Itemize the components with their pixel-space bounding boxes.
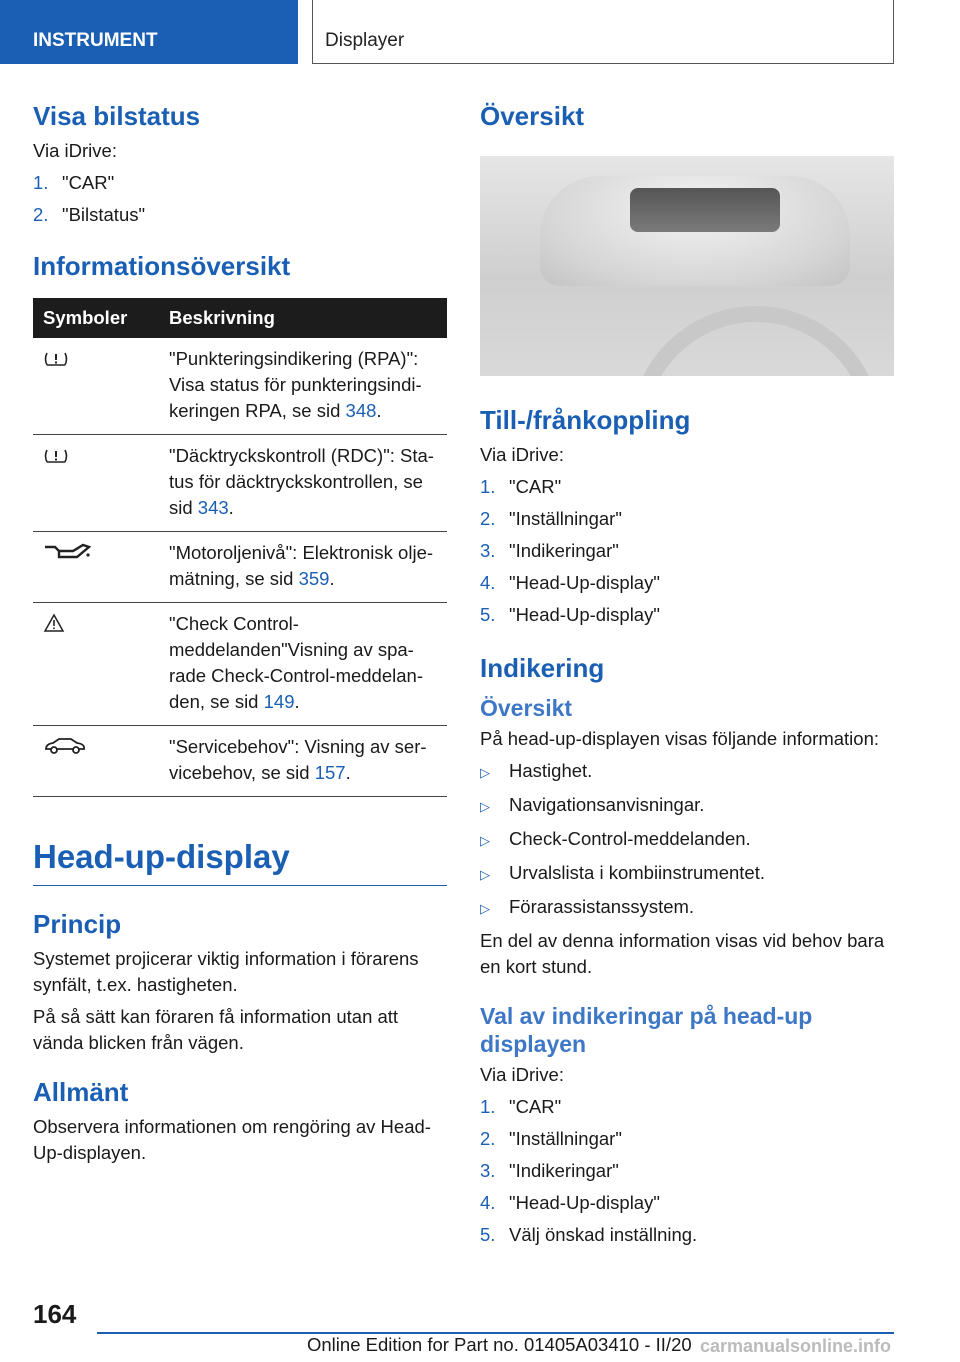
- page-number: 164: [33, 1299, 77, 1329]
- chapter-title: Displayer: [312, 0, 894, 64]
- till-heading: Till-/frånkoppling: [480, 405, 691, 435]
- page-link[interactable]: 343: [197, 497, 229, 518]
- list-item: ▷ Navigationsanvisningar.: [480, 792, 894, 820]
- bullet-triangle-icon: ▷: [480, 833, 490, 848]
- page-link[interactable]: 157: [314, 762, 346, 783]
- table-row: "Check Control- meddelanden"Visning av spa- rade Check-Control-meddelan- den, se sid 149.: [33, 603, 447, 726]
- princip-text-2: På så sätt kan föraren få information utan att vända blicken från vägen.: [33, 1006, 399, 1053]
- col-symbols-header: Symboler: [33, 298, 169, 338]
- list-item: 1. "CAR": [33, 172, 115, 193]
- indikering-bullets: [480, 758, 894, 922]
- list-item: 1. "CAR": [480, 1096, 562, 1117]
- watermark-text: carmanualsonline.info: [700, 1336, 892, 1356]
- list-item: 4. "Head-Up-display": [480, 1192, 660, 1213]
- warning-triangle-icon: [43, 616, 65, 637]
- right-column: [480, 100, 894, 1248]
- list-item: 3. "Indikeringar": [480, 540, 619, 561]
- edition-text: Online Edition for Part no. 01405A03410 - II/20: [307, 1334, 692, 1355]
- val-heading: Val av indikeringar på head-up displayen: [480, 1003, 813, 1057]
- bullet-triangle-icon: ▷: [480, 765, 490, 780]
- list-item: ▷ Hastighet.: [480, 758, 894, 786]
- list-item: 5. Välj önskad inställning.: [480, 1224, 698, 1245]
- list-item: 4. "Head-Up-display": [480, 572, 660, 593]
- page-link[interactable]: 149: [263, 691, 295, 712]
- hud-heading: Head-up-display: [33, 835, 447, 886]
- list-item: 5. "Head-Up-display": [480, 604, 660, 625]
- val-steps: [480, 1094, 894, 1248]
- table-row: "Punkteringsindikering (RPA)": Visa status för punkteringsindi- keringen RPA, se sid 348.: [33, 338, 447, 435]
- list-item: 1. "CAR": [480, 476, 562, 497]
- allmant-heading: Allmänt: [33, 1077, 129, 1107]
- visa-via-text: Via iDrive:: [33, 140, 117, 161]
- indikering-oversikt-subheading: Översikt: [480, 695, 573, 721]
- hud-photo: [480, 156, 894, 376]
- indikering-intro: På head-up-displayen visas följande information:: [480, 728, 880, 749]
- list-item: ▷ Urvalslista i kombiinstrumentet.: [480, 860, 894, 888]
- list-item: 2. "Inställningar": [480, 1128, 622, 1149]
- bullet-triangle-icon: ▷: [480, 901, 490, 916]
- till-via-text: Via iDrive:: [480, 444, 564, 465]
- steering-wheel-shape: [630, 306, 882, 376]
- service-car-icon: [43, 738, 87, 759]
- visa-bilstatus-heading: Visa bilstatus: [33, 101, 201, 131]
- indikering-note: En del av denna information visas vid behov bara en kort stund.: [480, 930, 885, 977]
- list-item: 2. "Inställningar": [480, 508, 622, 529]
- tire-warning-icon: [43, 350, 69, 371]
- table-row: "Däcktryckskontroll (RDC)": Sta- tus för däcktryckskontrollen, se sid 343.: [33, 435, 447, 532]
- indikering-heading: Indikering: [480, 653, 605, 683]
- info-heading: Informationsöversikt: [33, 251, 291, 281]
- list-item: ▷ Förarassistanssystem.: [480, 894, 894, 922]
- oversikt-heading: Översikt: [480, 101, 585, 131]
- bullet-triangle-icon: ▷: [480, 799, 490, 814]
- val-via-text: Via iDrive:: [480, 1064, 564, 1085]
- hud-glass-panel: [630, 188, 780, 232]
- section-tab: INSTRUMENT: [0, 0, 298, 64]
- allmant-text: Observera informationen om rengöring av Head-Up-displayen.: [33, 1116, 431, 1163]
- princip-heading: Princip: [33, 909, 122, 939]
- till-steps: [480, 474, 894, 628]
- list-item: 2. "Bilstatus": [33, 204, 146, 225]
- left-column: [33, 100, 447, 1166]
- table-row: "Servicebehov": Visning av ser- vicebehov, se sid 157.: [33, 726, 447, 797]
- page-link[interactable]: 348: [345, 400, 377, 421]
- bullet-triangle-icon: ▷: [480, 867, 490, 882]
- col-desc-header: Beskrivning: [169, 298, 447, 338]
- list-item: ▷ Check-Control-meddelanden.: [480, 826, 894, 854]
- page-link[interactable]: 359: [298, 568, 330, 589]
- list-item: 3. "Indikeringar": [480, 1160, 619, 1181]
- oil-can-icon: [43, 544, 91, 565]
- princip-text-1: Systemet projicerar viktig information i förarens synfält, t.ex. hastigheten.: [33, 948, 419, 995]
- info-table: [33, 298, 447, 797]
- table-row: "Motoroljenivå": Elektronisk olje- mätning, se sid 359.: [33, 532, 447, 603]
- visa-steps: [33, 170, 447, 228]
- tire-pressure-icon: [43, 447, 69, 468]
